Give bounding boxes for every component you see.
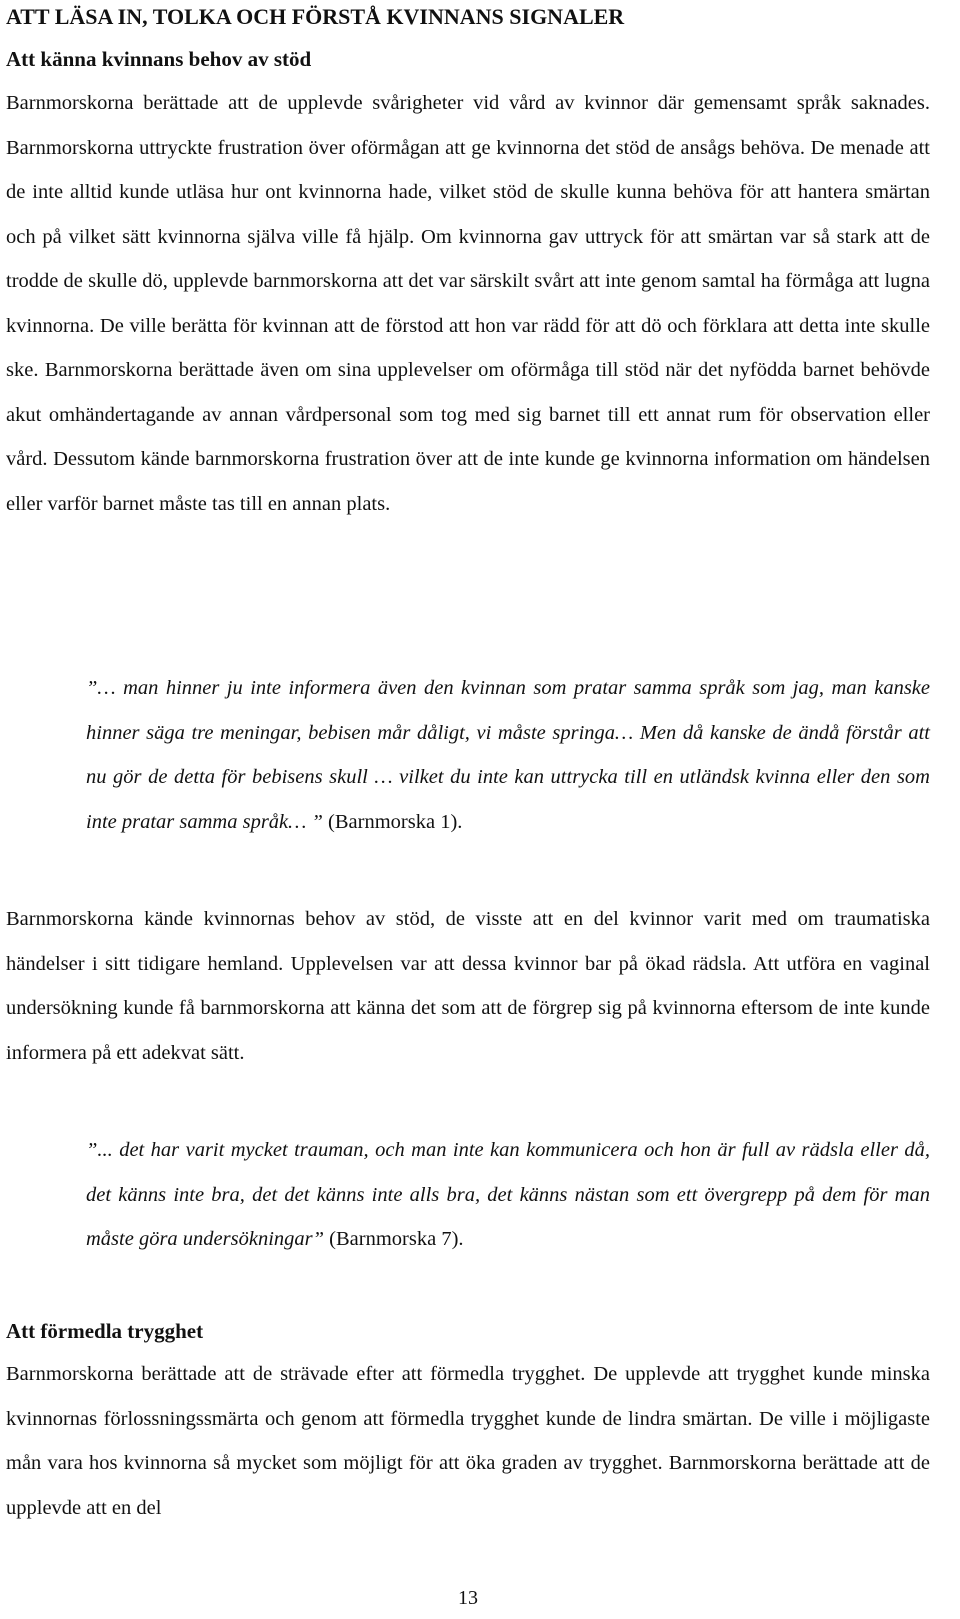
block-quote-1: [86, 666, 930, 844]
body-paragraph-3: Barnmorskorna berättade att de strävade efter att förmedla trygghet. De upplevde att trygghet kunde minska kvinnornas förlossningssmärta och genom att förmedla trygghet kunde de lindra smärtan. De ville i möjligaste mån vara hos kvinnorna så mycket som möjligt för att öka graden av trygghet. Barnmorskorna berättade att de upplevde att en del: [6, 1363, 930, 1519]
section-heading-security: Att förmedla trygghet: [6, 1319, 204, 1343]
section-heading-support: Att känna kvinnans behov av stöd: [6, 47, 312, 71]
chapter-title: ATT LÄSA IN, TOLKA OCH FÖRSTÅ KVINNANS SIGNALER: [6, 4, 625, 29]
quote-2-source: (Barnmorska 7).: [324, 1228, 464, 1250]
quote-1-text: ”… man hinner ju inte informera även den kvinnan som pratar samma språk som jag, man kanske hinner säga tre meningar, bebisen mår dåligt, vi måste springa… Men då kanske de ändå förstår att nu gör de detta för bebisens skull … vilket du inte kan uttrycka till en utländsk kvinna eller den som inte pratar samma språk… ”: [86, 677, 930, 833]
quote-2-text: ”... det har varit mycket trauman, och man inte kan kommunicera och hon är full av rädsla eller då, det känns inte bra, det det känns inte alls bra, det känns nästan som ett övergrepp på dem för man måste göra undersökningar”: [86, 1139, 930, 1250]
body-paragraph-2: Barnmorskorna kände kvinnornas behov av stöd, de visste att en del kvinnor varit med om traumatiska händelser i sitt tidigare hemland. Upplevelsen var att dessa kvinnor bar på ökad rädsla. Att utföra en vaginal undersökning kunde få barnmorskorna att känna det som att de förgrep sig på kvinnorna eftersom de inte kunde informera på ett adekvat sätt.: [6, 908, 930, 1064]
page-number: 13: [458, 1587, 478, 1609]
quote-1-source: (Barnmorska 1).: [322, 810, 463, 833]
block-quote-2: [86, 1128, 930, 1262]
body-paragraph-1: Barnmorskorna berättade att de upplevde svårigheter vid vård av kvinnor där gemensamt språk saknades. Barnmorskorna uttryckte frustration över oförmågan att ge kvinnorna det stöd de ansågs behöva. De menade att de inte alltid kunde utläsa hur ont kvinnorna hade, vilket stöd de skulle kunna behöva för att hantera smärtan och på vilket sätt kvinnorna själva ville få hjälp. Om kvinnorna gav uttryck för att smärtan var så stark att de trodde de skulle dö, upplevde barnmorskorna att det var särskilt svårt att inte genom samtal ha förmåga att lugna kvinnorna. De ville berätta för kvinnan att de förstod att hon var rädd för att dö och förklara att detta inte skulle ske. Barnmorskorna berättade även om sina upplevelser om oförmåga till stöd när det nyfödda barnet behövde akut omhändertagande av annan vårdpersonal som tog med sig barnet till ett annat rum för observation eller vård. Dessutom kände barnmorskorna frustration över att de inte kunde ge kvinnorna information om händelsen eller varför barnet måste tas till en annan plats.: [6, 92, 930, 515]
